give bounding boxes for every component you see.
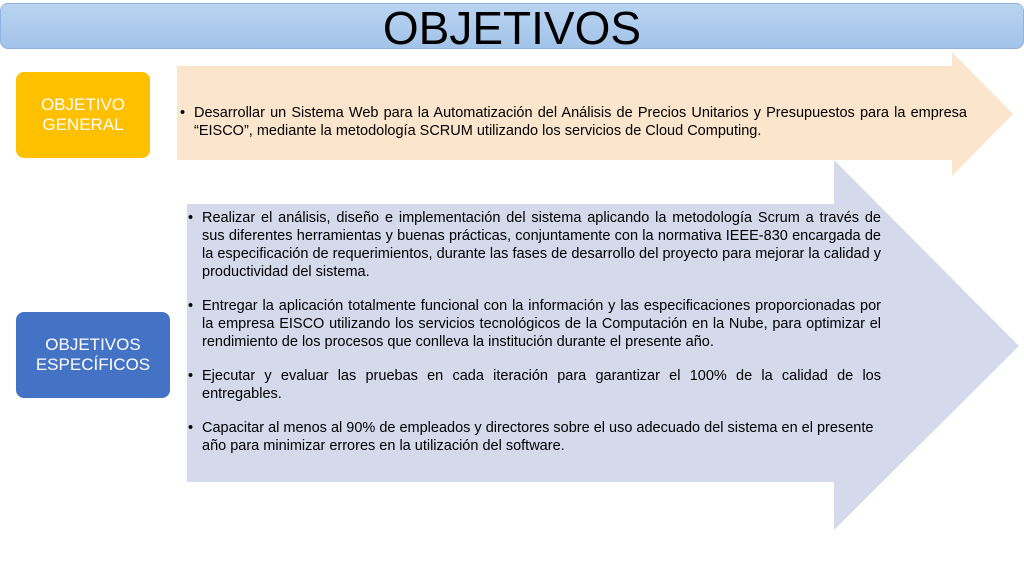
general-label-line1: OBJETIVO: [40, 95, 126, 114]
specific-objective-item: • Ejecutar y evaluar las pruebas en cada iteración para garantizar el 100% de la calidad de los entregables.: [186, 367, 881, 403]
general-objective-list: [178, 104, 967, 140]
specific-objectives-label: [16, 312, 170, 398]
specific-objective-item: • Entregar la aplicación totalmente funcional con la información y las especificaciones proporcionadas por la empresa EISCO utilizando los servicios tecnológicos de la Computación en la Nube, para optimizar el rendimiento de los procesos que conlleva la institución durante el presente año.: [186, 297, 881, 351]
general-objective-item: • Desarrollar un Sistema Web para la Automatización del Análisis de Precios Unitarios y Presupuestos para la empresa “EISCO”, mediante la metodología SCRUM utilizando los servicios de Cloud Computing.: [178, 104, 967, 140]
specific-label-line2: ESPECÍFICOS: [35, 355, 151, 374]
specific-objective-item: • Realizar el análisis, diseño e implementación del sistema aplicando la metodología Scrum a través de sus diferentes herramientas y buenas prácticas, conjuntamente con la normativa IEEE-830 encargada de la especificación de requerimientos, durante las fases de desarrollo del proyecto para mejorar la calidad y productividad del sistema.: [186, 209, 881, 281]
slide-title: OBJETIVOS: [382, 2, 642, 54]
specific-objective-item: • Capacitar al menos al 90% de empleados y directores sobre el uso adecuado del sistema en el presente año para minimizar errores en la utilización del software.: [186, 419, 881, 455]
specific-objectives-list: [186, 209, 881, 455]
specific-label-line1: OBJETIVOS: [45, 335, 141, 354]
general-label-line2: GENERAL: [42, 115, 124, 134]
general-objective-label: [16, 72, 150, 158]
